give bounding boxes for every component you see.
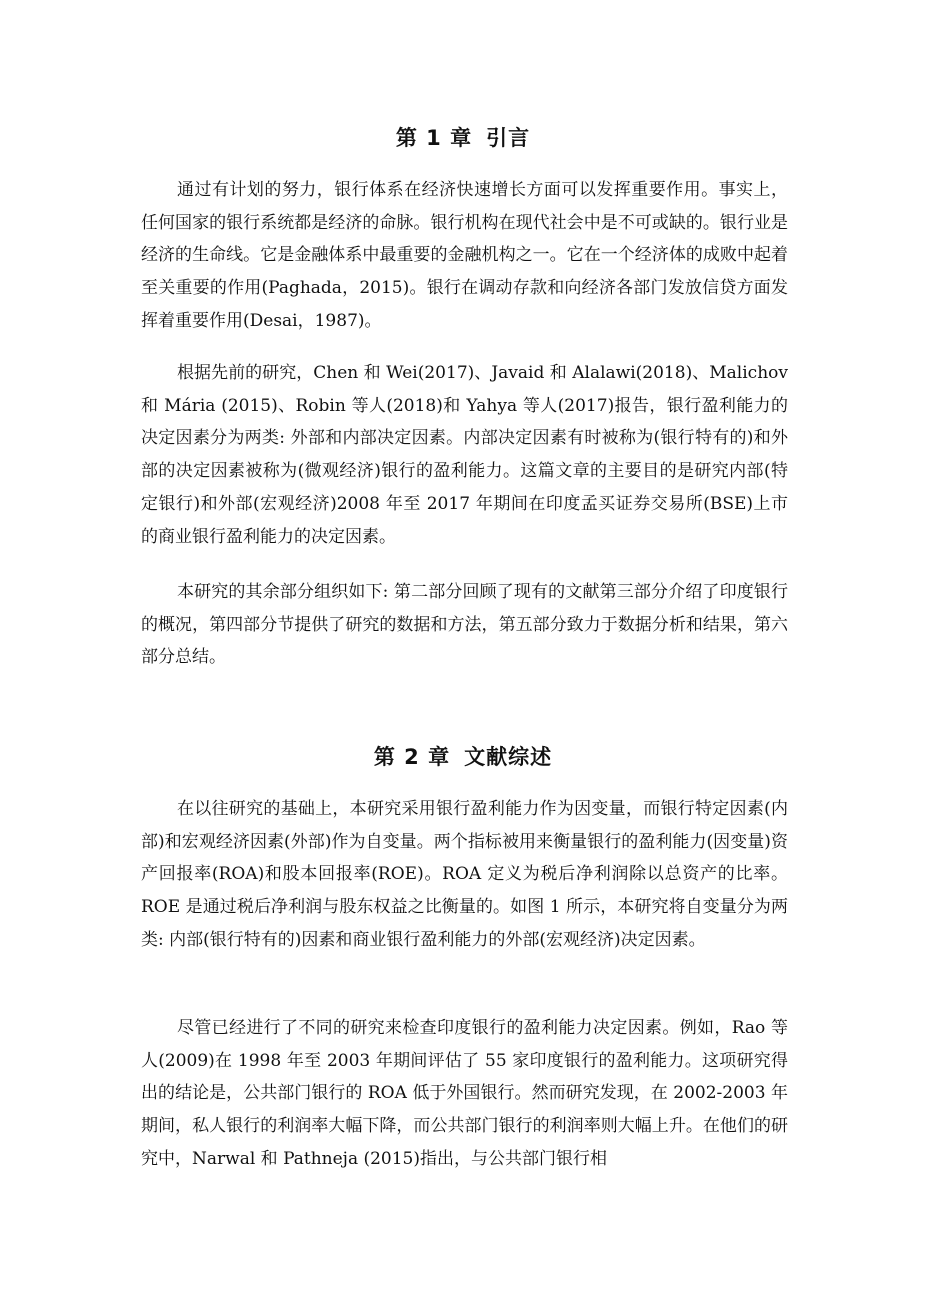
chapter-1-paragraph-1: 通过有计划的努力，银行体系在经济快速增长方面可以发挥重要作用。事实上，任何国家的银行系统都是经济的命脉。银行机构在现代社会中是不可或缺的。银行业是经济的生命线。它是金融体系中最重要的金融机构之一。它在一个经济体的成败中起着至关重要的作用(Paghada，2015)。银行在调动存款和向经济各部门发放信贷方面发挥着重要作用(Desai，1987)。	[141, 180, 788, 331]
chapter-1-paragraph-3: 本研究的其余部分组织如下: 第二部分回顾了现有的文献第三部分介绍了印度银行的概况，第四部分节提供了研究的数据和方法，第五部分致力于数据分析和结果，第六部分总结。	[141, 582, 788, 668]
chapter-1-paragraph-2: 根据先前的研究，Chen 和 Wei(2017)、Javaid 和 Alalawi(2018)、Malichov 和 Mária (2015)、Robin 等人(2018)和 Yahya 等人(2017)报告，银行盈利能力的决定因素分为两类: 外部和内部决定因素。内部决定因素有时被称为(银行特有的)和外部的决定因素被称为(微观经济)银行的盈利能力。这篇文章的主要目的是研究内部(特定银行)和外部(宏观经济)2008 年至 2017 年期间在印度孟买证券交易所(BSE)上市的商业银行盈利能力的决定因素。	[141, 363, 788, 547]
chapter-2-number: 第 2 章	[373, 745, 451, 769]
chapter-1-number: 第 1 章	[395, 126, 473, 150]
chapter-2-title: 文献综述	[464, 745, 553, 769]
chapter-1-heading	[0, 124, 926, 152]
chapter-2-paragraph-1: 在以往研究的基础上，本研究采用银行盈利能力作为因变量，而银行特定因素(内部)和宏观经济因素(外部)作为自变量。两个指标被用来衡量银行的盈利能力(因变量)资产回报率(ROA)和股本回报率(ROE)。ROA 定义为税后净利润除以总资产的比率。ROE 是通过税后净利润与股东权益之比衡量的。如图 1 所示，本研究将自变量分为两类: 内部(银行特有的)因素和商业银行盈利能力的外部(宏观经济)决定因素。	[141, 799, 788, 950]
chapter-2-heading	[0, 743, 926, 771]
chapter-2-paragraph-2: 尽管已经进行了不同的研究来检查印度银行的盈利能力决定因素。例如，Rao 等人(2009)在 1998 年至 2003 年期间评估了 55 家印度银行的盈利能力。这项研究得出的结论是，公共部门银行的 ROA 低于外国银行。然而研究发现，在 2002-2003 年期间，私人银行的利润率大幅下降，而公共部门银行的利润率则大幅上升。在他们的研究中，Narwal 和 Pathneja (2015)指出，与公共部门银行相	[141, 1018, 788, 1169]
chapter-1-title: 引言	[486, 126, 531, 150]
